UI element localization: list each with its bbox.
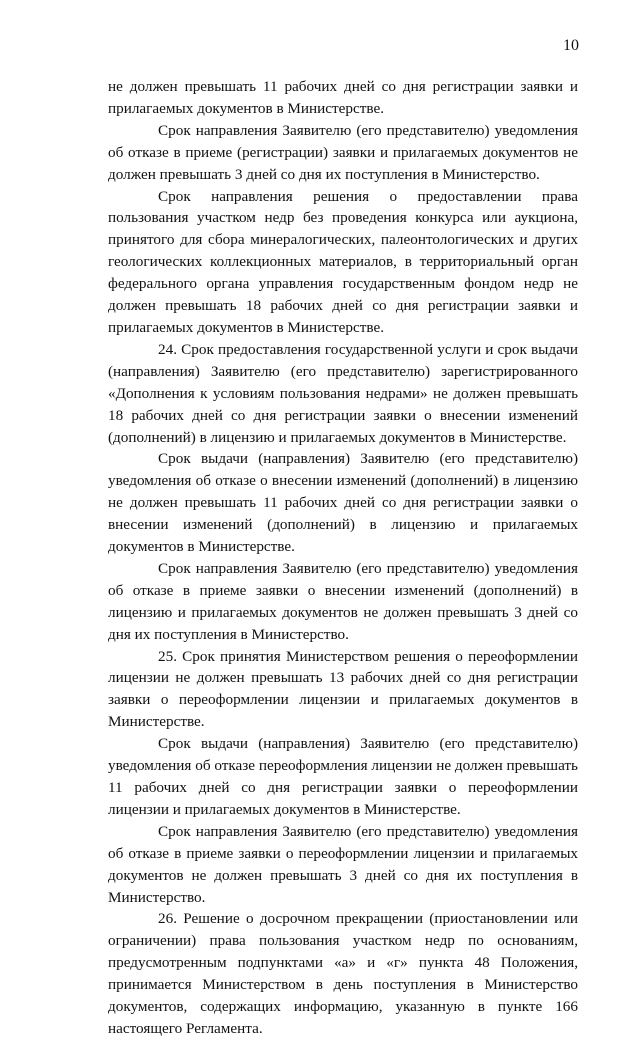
paragraph-26: 26. Решение о досрочном прекращении (приостановлении или ограничении) права пользования участком недр по основаниям, предусмотренным подпунктами «а» и «г» пункта 48 Положения, принимается Министерством в день поступления в Министерство документов, содержащих информацию, указанную в пункте 166 настоящего Регламента. [108,910,578,1037]
paragraph-territorial-body: Срок направления решения о предоставлении права пользования участком недр без проведения конкурса или аукциона, принятого для сбора минералогических, палеонтологических и других геологических коллекционных материалов, в территориальный орган федерального органа управления государственным фондом недр не должен превышать 18 рабочих дней со дня регистрации заявки и прилагаемых документов в Министерстве. [108,187,578,336]
paragraph-refusal-reissue: Срок выдачи (направления) Заявителю (его представителю) уведомления об отказе переоформления лицензии не должен превышать 11 рабочих дней со дня регистрации заявки о переоформлении лицензии и прилагаемых документов в Министерстве. [108,735,578,818]
document-body [108,76,578,1040]
paragraph-25: 25. Срок принятия Министерством решения о переоформлении лицензии не должен превышать 13 рабочих дней со дня регистрации заявки о переоформлении лицензии и прилагаемых документов в Министерстве. [108,647,578,731]
paragraph-refusal-intake: Срок направления Заявителю (его представителю) уведомления об отказе в приеме (регистрации) заявки и прилагаемых документов не должен превышать 3 дней со дня их поступления в Министерство. [108,121,578,183]
paragraph-refusal-amendment-intake: Срок направления Заявителю (его представителю) уведомления об отказе в приеме заявки о внесении изменений (дополнений) в лицензию и прилагаемых документов не должен превышать 3 дней со дня их поступления в Министерство. [108,559,578,643]
paragraph-refusal-reissue-intake: Срок направления Заявителю (его представителю) уведомления об отказе в приеме заявки о переоформлении лицензии и прилагаемых документов не должен превышать 3 дней со дня их поступления в Министерство. [108,822,578,906]
paragraph-continuation: не должен превышать 11 рабочих дней со дня регистрации заявки и прилагаемых документов в Министерстве. [108,78,578,117]
paragraph-24: 24. Срок предоставления государственной услуги и срок выдачи (направления) Заявителю (его представителю) зарегистрированного «Дополнения к условиям пользования недрами» не должен превышать 18 рабочих дней со дня регистрации заявки о внесении изменений (дополнений) в лицензию и прилагаемых документов в Министерстве. [108,340,578,446]
paragraph-refusal-amendment: Срок выдачи (направления) Заявителю (его представителю) уведомления об отказе о внесении изменений (дополнений) в лицензию не должен превышать 11 рабочих дней со дня регистрации заявки о внесении изменений (дополнений) в лицензию и прилагаемых документов в Министерстве. [108,450,578,556]
page-number: 10 [563,37,579,54]
